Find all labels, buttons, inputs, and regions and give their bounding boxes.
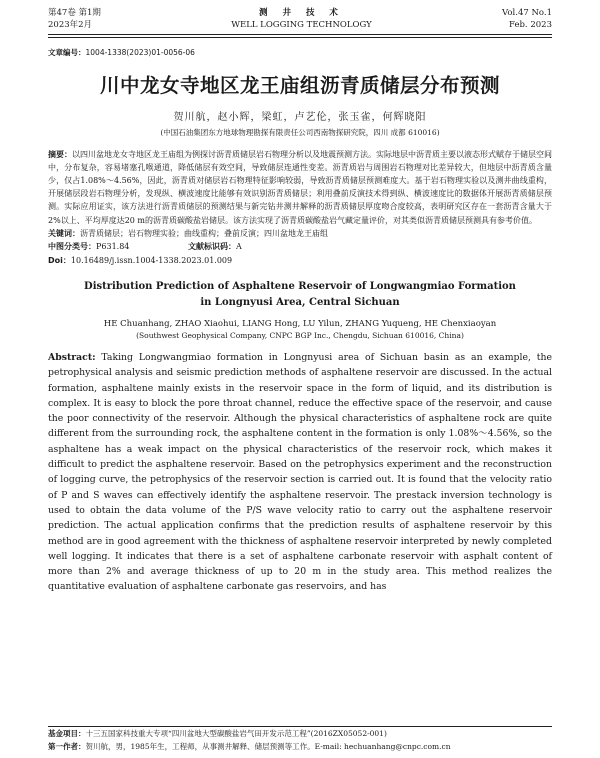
- journal-name-en: WELL LOGGING TECHNOLOGY: [231, 20, 372, 30]
- first-author-text: 贺川航，男，1985年生，工程师，从事测井解释、储层预测等工作。E-mail: hechuanhang@cnpc.com.cn: [85, 742, 451, 751]
- publication-date-cn: 2023年2月: [48, 20, 93, 30]
- abstract-en-label: Abstract:: [48, 351, 96, 363]
- classification-value: P631.84: [96, 242, 130, 252]
- abstract-cn-text: 以四川盆地龙女寺地区龙王庙组为例探讨沥青质储层岩石物理分析以及地震预测方法。实际地层中沥青质主要以液态形式赋存于储层空间中，分布复杂，容易堵塞孔喉通道，降低储层有效空间，导致储层连通性变差。沥青质岩与周围岩石物理对比差异较大，但地层中沥青质含量少，仅占1.08%～4.56%，因此，沥青质对储层岩石物理特征影响较弱，导致沥青质储层预测难度大。基于岩石物理实验以及测井曲线重构，开展储层段岩石物理分析，发现纵、横波速度比能够有效识别沥青质储层；利用叠前反演技术得到纵、横波速度比的数据体开展沥青质储层预测。实际应用证实，该方法进行沥青质储层的预测结果与新完钻井测井解释的沥青质储层厚度吻合度较高，表明研究区存在一套沥青含量大于2%以上、平均厚度达20 m的沥青质碳酸盐岩储层。该方法实现了沥青质碳酸盐岩气藏定量评价，对其类似沥青质储层预测具有参考价值。: [48, 149, 552, 225]
- footnote-rule: [48, 726, 552, 727]
- classification-label: 中图分类号：: [48, 242, 96, 252]
- paper-title-en-line1: Distribution Prediction of Asphaltene Reservoir of Longwangmiao Formation: [84, 280, 516, 292]
- article-number: [48, 47, 552, 58]
- footnotes: [48, 726, 552, 753]
- paper-title-cn: 川中龙女寺地区龙王庙组沥青质储层分布预测: [99, 73, 500, 97]
- header-left: [48, 7, 101, 31]
- abstract-en: [48, 350, 552, 595]
- classification: [48, 240, 188, 253]
- fund-text: 十三五国家科技重大专项“四川盆地大型碳酸盐岩气田开发示范工程”(2016ZX05052-001): [85, 729, 387, 738]
- classification-row: [48, 240, 552, 253]
- keywords-cn-label: 关键词：: [48, 228, 80, 238]
- keywords-cn: [48, 227, 552, 240]
- paper-title-en-line2: in Longnyusi Area, Central Sichuan: [200, 296, 400, 308]
- publication-date-en: Feb. 2023: [509, 20, 552, 30]
- running-header: [48, 0, 552, 31]
- journal-name-cn: 测 井 技 术: [259, 8, 344, 18]
- fund-footnote: [48, 728, 552, 740]
- article-number-label: 文章编号：: [48, 47, 86, 57]
- fund-label: 基金项目：: [48, 729, 86, 738]
- author-footnote: [48, 741, 552, 753]
- abstract-cn-label: 摘要：: [48, 149, 72, 159]
- header-rule: [48, 34, 552, 35]
- doi-value: 10.16489/j.issn.1004-1338.2023.01.009: [70, 255, 233, 265]
- keywords-cn-text: 沥青质储层；岩石物理实验；曲线重构；叠前反演；四川盆地龙王庙组: [80, 228, 328, 238]
- header-right: [502, 7, 552, 31]
- document-code: [188, 240, 242, 253]
- affiliation-en: (Southwest Geophysical Company, CNPC BGP Inc., Chengdu, Sichuan 610016, China): [136, 330, 464, 340]
- authors-en: HE Chuanhang, ZHAO Xiaohui, LIANG Hong, LU Yilun, ZHANG Yuqueng, HE Chenxiaoyan: [103, 318, 497, 329]
- doi-row: [48, 254, 552, 267]
- volume-issue-cn: 第47卷 第1期: [48, 8, 101, 18]
- first-author-label: 第一作者：: [48, 742, 86, 751]
- affiliation-cn: (中国石油集团东方地球物理勘探有限责任公司西南物探研究院，四川 成都 610016): [160, 127, 440, 137]
- document-code-value: A: [236, 242, 242, 252]
- header-center: [231, 7, 371, 31]
- abstract-en-text: Taking Longwangmiao formation in Longnyusi area of Sichuan basin as an example, the petrophysical analysis and seismic prediction methods of asphaltene reservoir are discussed. In the actual formation, asphaltene mainly exists in the reservoir space in the form of liquid, and its distribution is complex. It is easy to block the pore throat channel, reduce the effective space of the reservoir, and cause the poor connectivity of the reservoir. Although the physical characteristics of asphaltene rock are quite different from the surrounding rock, the asphaltene content in the formation is only 1.08%～4.56%, so the asphaltene has a weak impact on the physical characteristics of the reservoir rock, which makes it difficult to predict the asphaltene reservoir. Based on the petrophysics experiment and the reconstruction of logging curve, the petrophysics of the reservoir section is carried out. It is found that the velocity ratio of P and S waves can effectively identify the asphaltene reservoir. The prestack inversion technology is used to obtain the data volume of the P/S wave velocity ratio to carry out the asphaltene reservoir prediction. The actual application confirms that the prediction results of asphaltene reservoir by this method are in good agreement with the thickness of asphaltene reservoir interpreted by newly completed well logging. It indicates that there is a set of asphaltene carbonate reservoir with asphalt content of more than 2% and average thickness of up to 20 m in the study area. This method realizes the quantitative evaluation of asphaltene carbonate gas reservoirs, and has: [48, 351, 552, 593]
- document-code-label: 文献标识码：: [188, 242, 236, 252]
- article-number-value: 1004-1338(2023)01-0056-06: [85, 47, 195, 57]
- abstract-cn: [48, 148, 552, 227]
- header-rule-thin: [48, 37, 552, 38]
- volume-issue-en: Vol.47 No.1: [502, 8, 552, 18]
- doi-label: Doi：: [48, 255, 71, 265]
- paper-title-en: [48, 279, 552, 311]
- authors-cn: 贺川航，赵小辉，梁虹，卢艺伦，张玉雀，何辉晓阳: [173, 111, 427, 123]
